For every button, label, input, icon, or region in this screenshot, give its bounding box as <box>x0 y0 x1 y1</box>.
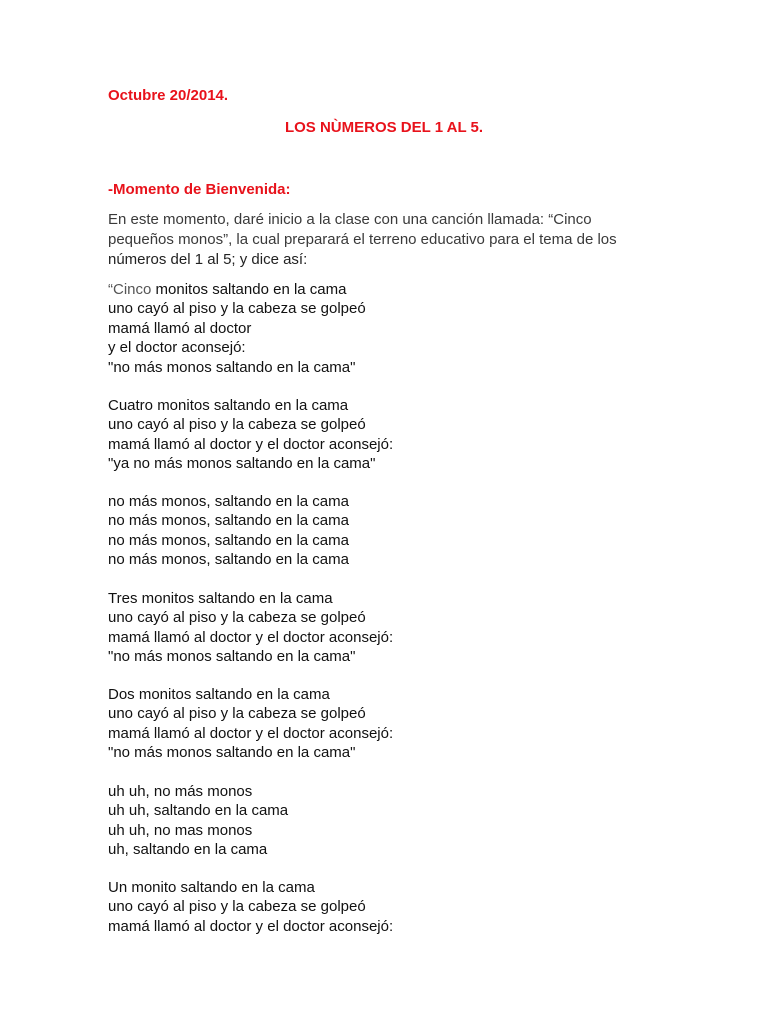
song-line: uh uh, no más monos <box>108 783 253 800</box>
song-line: mamá llamó al doctor y el doctor aconsejó: <box>108 628 394 646</box>
song-line: uh uh, no mas monos <box>108 821 253 839</box>
song-stanza-4 <box>108 589 393 667</box>
song-line: uno cayó al piso y la cabeza se golpeó <box>108 705 366 723</box>
song-line: uno cayó al piso y la cabeza se golpeó <box>108 300 366 318</box>
song-stanza-6 <box>108 782 288 860</box>
song-line: no más monos, saltando en la cama <box>108 512 349 530</box>
song-line: "no más monos saltando en la cama" <box>108 358 356 376</box>
song-line: uh uh, saltando en la cama <box>108 802 289 820</box>
section-heading: -Momento de Bienvenida: <box>108 181 291 198</box>
song-stanza-2 <box>108 396 393 474</box>
song-line: "no más monos saltando en la cama" <box>108 744 356 762</box>
song-line: y el doctor aconsejó: <box>108 339 246 357</box>
song-line: uno cayó al piso y la cabeza se golpeó <box>108 416 366 434</box>
song-line: no más monos, saltando en la cama <box>108 493 349 510</box>
song-line: uno cayó al piso y la cabeza se golpeó <box>108 898 366 916</box>
song-line: no más monos, saltando en la cama <box>108 531 349 549</box>
intro-line: pequeños monos”, la cual preparará el terreno educativo para el tema de los <box>108 231 617 248</box>
song-line: "no más monos saltando en la cama" <box>108 648 356 666</box>
song-stanza-3 <box>108 492 349 570</box>
song-stanza-7 <box>108 878 393 936</box>
song-line: mamá llamó al doctor y el doctor aconsejó: <box>108 724 394 742</box>
song-line: uh, saltando en la cama <box>108 841 268 859</box>
song-line: no más monos, saltando en la cama <box>108 551 349 569</box>
song-first-word: “Cinco <box>108 281 152 298</box>
song-line: Un monito saltando en la cama <box>108 879 315 896</box>
song-line: uno cayó al piso y la cabeza se golpeó <box>108 609 366 627</box>
song-first-line-rest: monitos saltando en la cama <box>151 281 347 298</box>
song-stanza-1 <box>108 280 366 377</box>
song-line: mamá llamó al doctor <box>108 319 252 337</box>
document-title: LOS NÙMEROS DEL 1 AL 5. <box>284 119 484 136</box>
song-line: Tres monitos saltando en la cama <box>108 590 333 607</box>
intro-paragraph <box>108 210 668 270</box>
intro-line: números del 1 al 5; y dice así: <box>108 251 308 268</box>
document-date: Octubre 20/2014. <box>108 87 229 104</box>
song-line: mamá llamó al doctor y el doctor aconsejó: <box>108 917 394 935</box>
song-line: "ya no más monos saltando en la cama" <box>108 455 376 473</box>
song-line: Cuatro monitos saltando en la cama <box>108 397 349 414</box>
song-line: mamá llamó al doctor y el doctor aconsejó: <box>108 435 394 453</box>
song-stanza-5 <box>108 685 393 763</box>
intro-line: En este momento, daré inicio a la clase con una canción llamada: “Cinco <box>108 211 592 228</box>
song-line: Dos monitos saltando en la cama <box>108 686 330 703</box>
song-line <box>108 280 366 299</box>
